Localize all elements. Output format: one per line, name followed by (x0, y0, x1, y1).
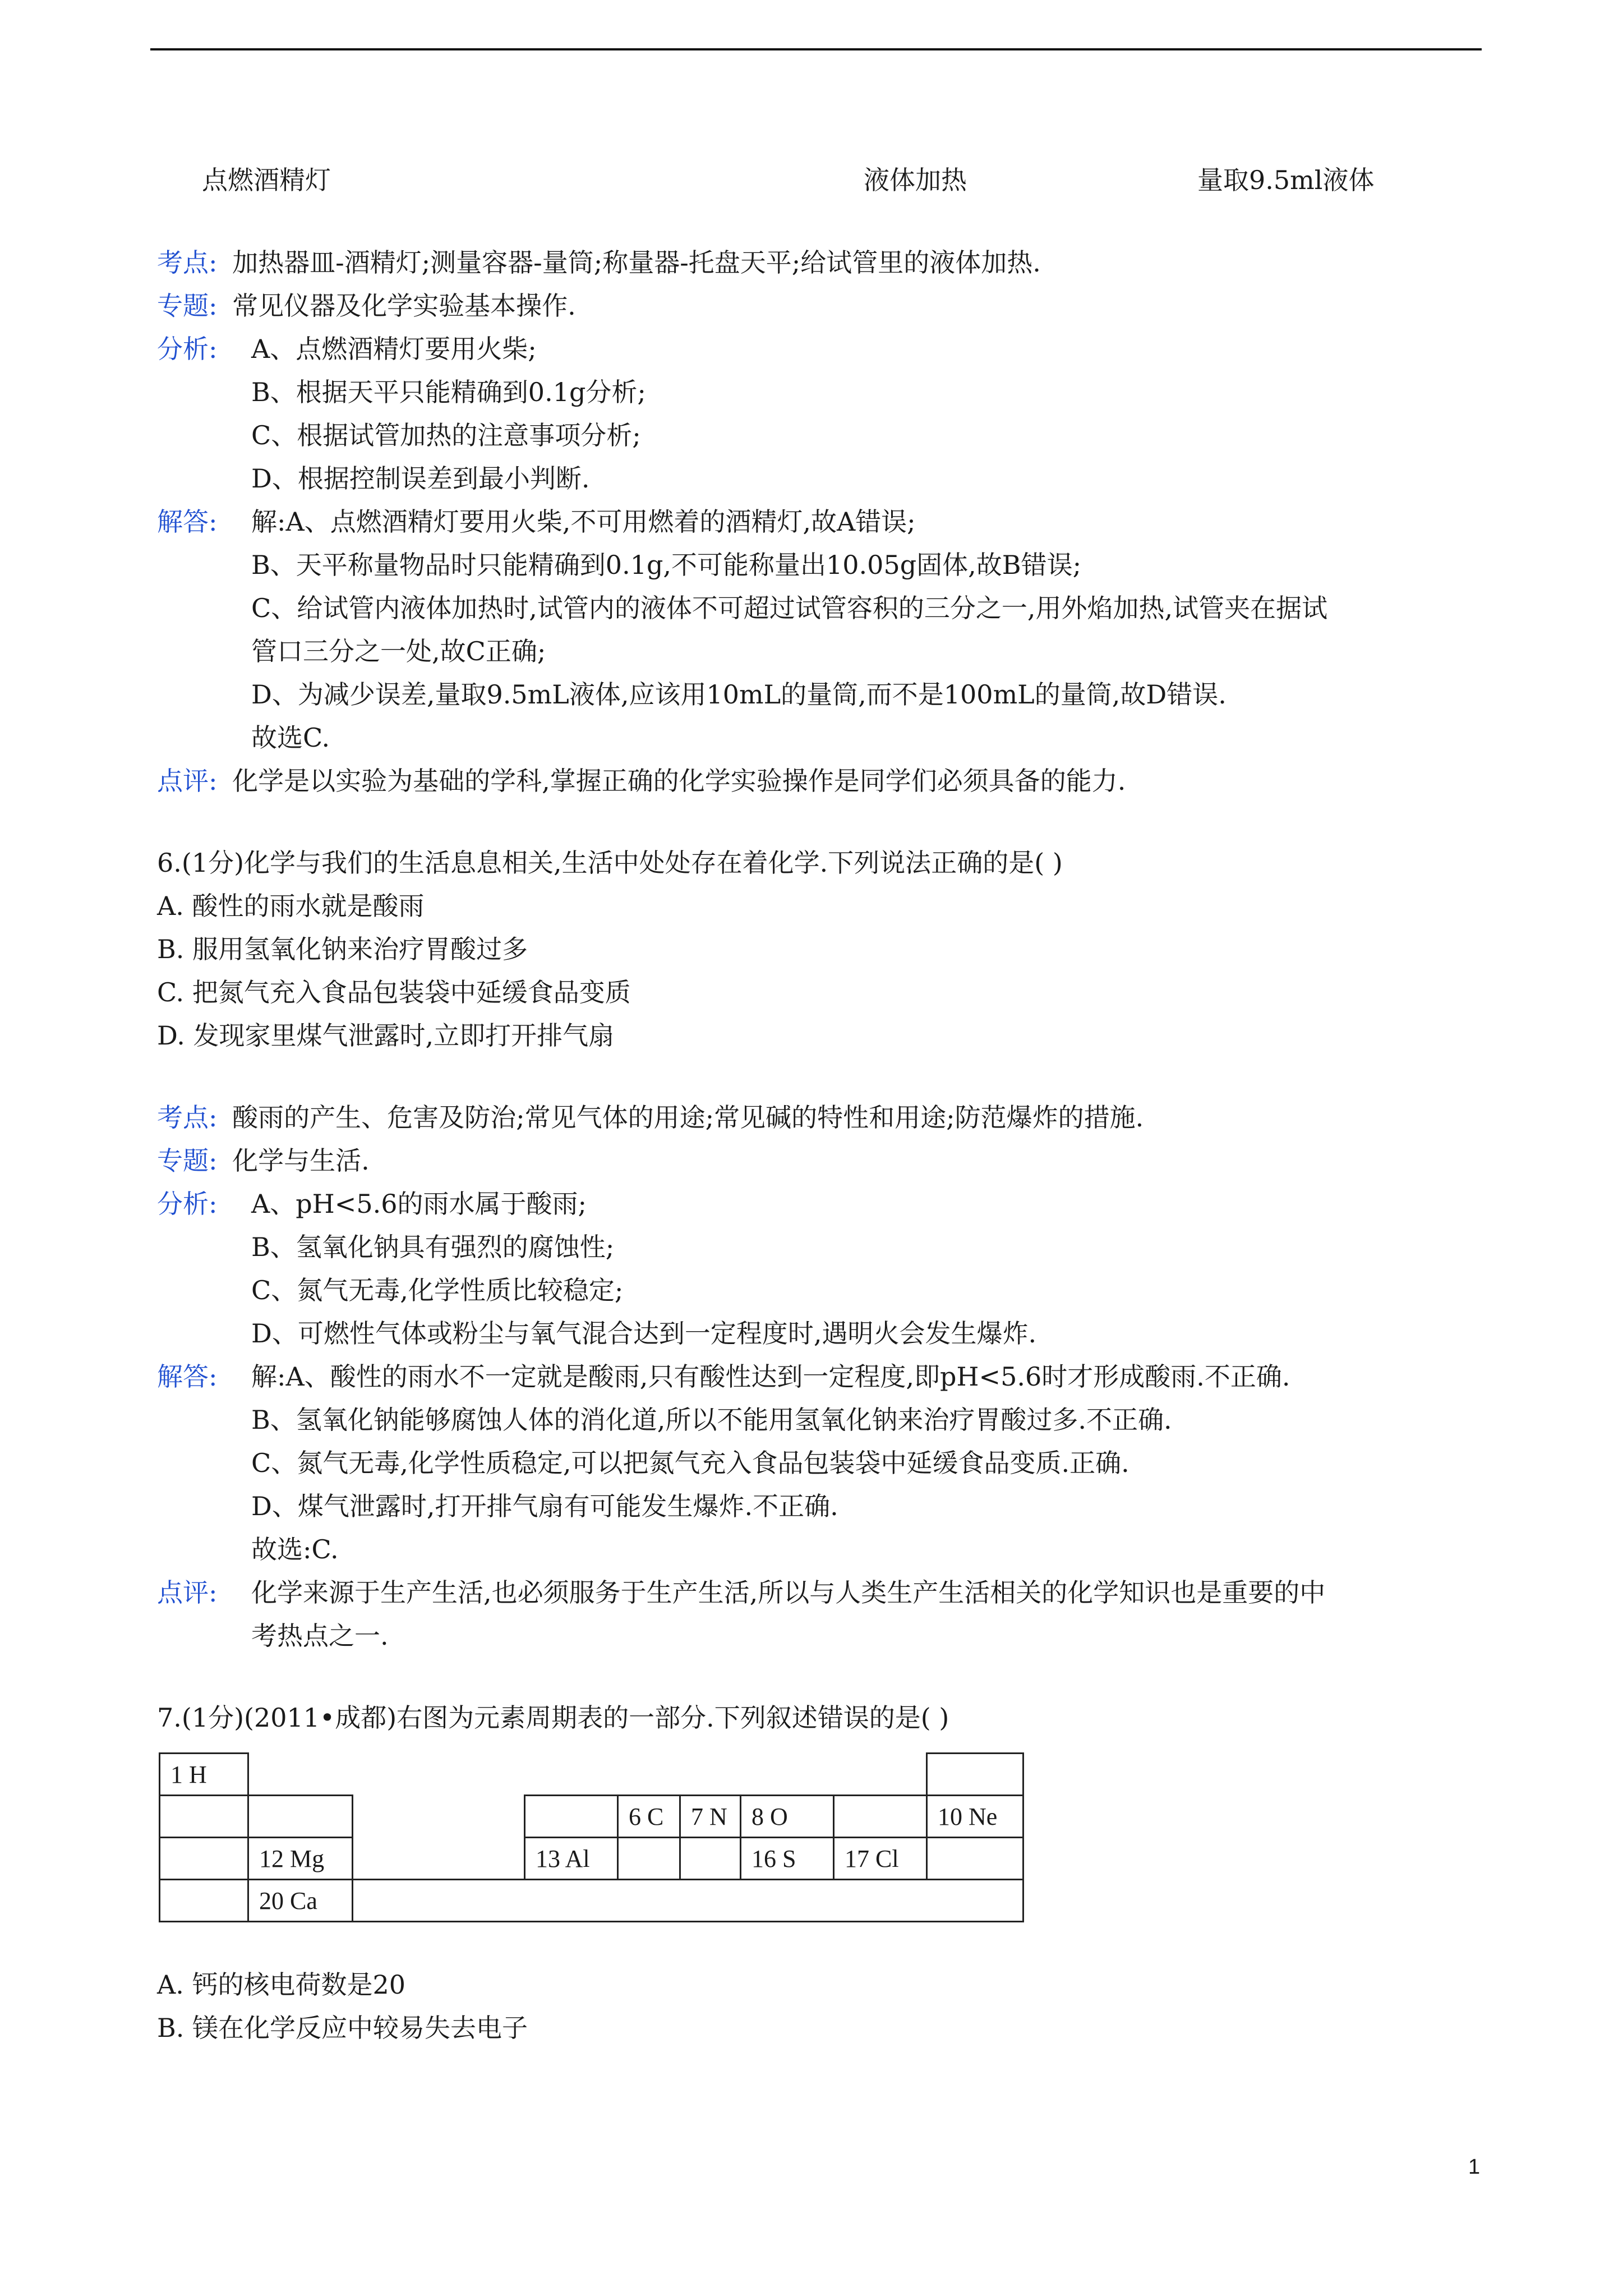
kaodian-text: 加热器皿-酒精灯;测量容器-量筒;称量器-托盘天平;给试管里的液体加热. (232, 247, 1041, 278)
q5-jieda-line: D、为减少误差,量取9.5mL液体,应该用10mL的量筒,而不是100mL的量筒,故D错误. (251, 679, 1227, 710)
cell-o: 8 O (741, 1796, 834, 1838)
cell-ar-empty (927, 1838, 1023, 1880)
cell-b-empty (525, 1796, 618, 1838)
q5-jieda-label: 解答: (157, 507, 218, 537)
cell-c: 6 C (618, 1796, 680, 1838)
q5-fenxi-line: B、根据天平只能精确到0.1g分析; (251, 377, 646, 407)
q6-fenxi-line: B、氢氧化钠具有强烈的腐蚀性; (251, 1232, 615, 1262)
q6-kaodian (157, 1096, 1144, 1139)
cell-mg: 12 Mg (248, 1838, 353, 1880)
q6-fenxi-line: C、氮气无毒,化学性质比较稳定; (251, 1275, 624, 1305)
cell-he-empty (927, 1754, 1023, 1796)
q5-fenxi-line: A、点燃酒精灯要用火柴; (251, 334, 537, 364)
q6-jieda-line: D、煤气泄露时,打开排气扇有可能发生爆炸.不正确. (251, 1491, 838, 1521)
zhuanti-label: 专题: (157, 291, 218, 321)
dianping-text: 化学是以实验为基础的学科,掌握正确的化学实验操作是同学们必须具备的能力. (232, 766, 1126, 796)
q5-jieda-line: 故选C. (251, 723, 330, 753)
cell-ne: 10 Ne (927, 1796, 1023, 1838)
caption-measure-liquid: 量取9.5ml液体 (1197, 165, 1375, 195)
gap (248, 1754, 927, 1796)
q7-option-b: B. 镁在化学反应中较易失去电子 (157, 2013, 528, 2043)
q5-fenxi-label: 分析: (157, 334, 218, 364)
q6-jieda-line: C、氮气无毒,化学性质稳定,可以把氮气充入食品包装袋中延缓食品变质.正确. (251, 1448, 1129, 1478)
q6-option-b: B. 服用氢氧化钠来治疗胃酸过多 (157, 934, 528, 964)
cell-cl: 17 Cl (834, 1838, 927, 1880)
q6-dianping-line: 化学来源于生产生活,也必须服务于生产生活,所以与人类生产生活相关的化学知识也是重要的中 (251, 1577, 1326, 1608)
dianping-label: 点评: (157, 766, 218, 796)
q6-stem: 6.(1分)化学与我们的生活息息相关,生活中处处存在着化学.下列说法正确的是( ) (157, 848, 1063, 878)
gap (353, 1796, 525, 1838)
cell-p-empty (680, 1838, 741, 1880)
q5-fenxi-line: C、根据试管加热的注意事项分析; (251, 420, 641, 450)
cell-n: 7 N (680, 1796, 741, 1838)
q5-kaodian (157, 241, 1041, 284)
zhuanti-label: 专题: (157, 1145, 218, 1176)
cell-k-empty (160, 1880, 248, 1922)
q6-jieda-line: 故选:C. (251, 1534, 339, 1565)
q5-jieda-line: C、给试管内液体加热时,试管内的液体不可超过试管容积的三分之一,用外焰加热,试管夹在据试 (251, 593, 1328, 623)
q5-zhuanti (157, 284, 576, 327)
zhuanti-text: 化学与生活. (232, 1145, 370, 1176)
caption-light-lamp: 点燃酒精灯 (202, 165, 331, 195)
cell-period4-row (353, 1880, 1023, 1922)
caption-heat-liquid: 液体加热 (864, 165, 967, 195)
q6-fenxi-label: 分析: (157, 1189, 218, 1219)
q6-fenxi-line: A、pH<5.6的雨水属于酸雨; (251, 1189, 587, 1219)
q6-dianping-label: 点评: (157, 1577, 218, 1608)
kaodian-label: 考点: (157, 247, 218, 278)
q5-jieda-line: 管口三分之一处,故C正确; (251, 636, 546, 666)
q6-zhuanti (157, 1139, 370, 1182)
cell-na-empty (160, 1838, 248, 1880)
kaodian-text: 酸雨的产生、危害及防治;常见气体的用途;常见碱的特性和用途;防范爆炸的措施. (232, 1102, 1144, 1133)
cell-li-empty (160, 1796, 248, 1838)
q7-option-a: A. 钙的核电荷数是20 (157, 1970, 405, 2000)
cell-s: 16 S (741, 1838, 834, 1880)
cell-be-empty (248, 1796, 353, 1838)
cell-ca: 20 Ca (248, 1880, 353, 1922)
kaodian-label: 考点: (157, 1102, 218, 1133)
q5-jieda-line: 解:A、点燃酒精灯要用火柴,不可用燃着的酒精灯,故A错误; (251, 507, 916, 537)
q5-dianping (157, 760, 1126, 802)
zhuanti-text: 常见仪器及化学实验基本操作. (232, 291, 576, 321)
cell-si-empty (618, 1838, 680, 1880)
q6-jieda-line: B、氢氧化钠能够腐蚀人体的消化道,所以不能用氢氧化钠来治疗胃酸过多.不正确. (251, 1405, 1172, 1435)
q6-dianping-line: 考热点之一. (251, 1621, 389, 1651)
gap (353, 1838, 525, 1880)
cell-f-empty (834, 1796, 927, 1838)
q5-fenxi-line: D、根据控制误差到最小判断. (251, 463, 590, 494)
q6-jieda-label: 解答: (157, 1361, 218, 1392)
cell-al: 13 Al (525, 1838, 618, 1880)
q5-jieda-line: B、天平称量物品时只能精确到0.1g,不可能称量出10.05g固体,故B错误; (251, 550, 1082, 580)
q6-fenxi-line: D、可燃性气体或粉尘与氧气混合达到一定程度时,遇明火会发生爆炸. (251, 1318, 1037, 1349)
q6-option-d: D. 发现家里煤气泄露时,立即打开排气扇 (157, 1020, 615, 1051)
q7-stem: 7.(1分)(2011•成都)右图为元素周期表的一部分.下列叙述错误的是( ) (157, 1703, 949, 1733)
header-rule (150, 48, 1482, 50)
q6-jieda-line: 解:A、酸性的雨水不一定就是酸雨,只有酸性达到一定程度,即pH<5.6时才形成酸雨.不正确. (251, 1361, 1290, 1392)
page-number: 1 (1468, 2155, 1481, 2179)
q6-option-c: C. 把氮气充入食品包装袋中延缓食品变质 (157, 977, 631, 1007)
q6-option-a: A. 酸性的雨水就是酸雨 (157, 891, 425, 921)
periodic-table-fragment (159, 1752, 1024, 1922)
cell-h: 1 H (160, 1754, 248, 1796)
